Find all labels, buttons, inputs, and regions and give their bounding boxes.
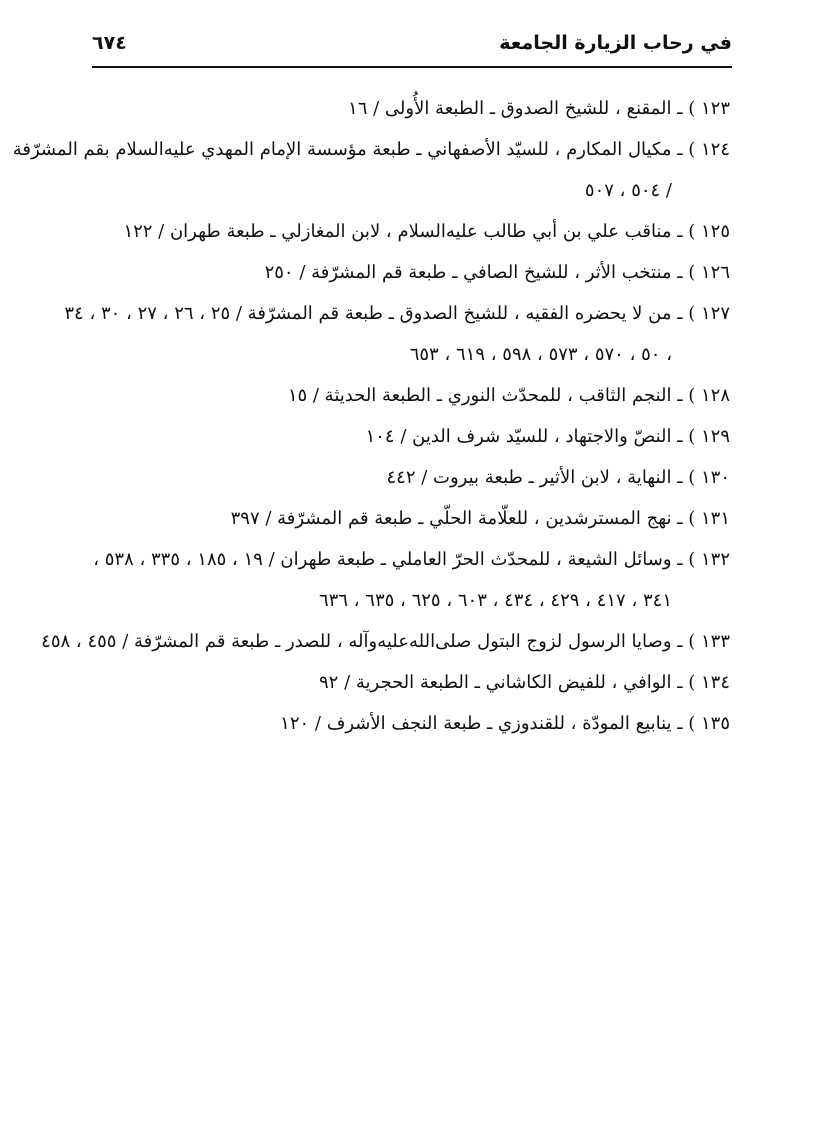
entry-line: ١٢٦ ) ـ منتخب الأثر ، للشيخ الصافي ـ طبعة قم المشرّفة / ٢٥٠	[264, 262, 730, 283]
entry-line: ١٢٤ ) ـ مكيال المكارم ، للسيّد الأصفهاني ـ طبعة مؤسسة الإمام المهدي عليه‌السلام بقم المشرّفة	[12, 139, 730, 160]
bibliography-entry-123	[80, 88, 730, 129]
bibliography-entry-124	[12, 129, 730, 211]
entry-continuation-line: ٣٤١ ، ٤١٧ ، ٤٢٩ ، ٤٣٤ ، ٦٠٣ ، ٦٢٥ ، ٦٣٥ ، ٦٣٦	[319, 590, 672, 611]
page-number: ٦٧٤	[92, 32, 127, 54]
entry-line: ١٢٨ ) ـ النجم الثاقب ، للمحدّث النوري ـ الطبعة الحديثة / ١٥	[287, 385, 730, 406]
bibliography-entry-130	[80, 457, 730, 498]
entry-line: ١٢٧ ) ـ من لا يحضره الفقيه ، للشيخ الصدوق ـ طبعة قم المشرّفة / ٢٥ ، ٢٦ ، ٢٧ ، ٣٠ ، ٣٤	[64, 303, 730, 324]
bibliography-entry-132	[80, 539, 730, 621]
bibliography-entry-129	[80, 416, 730, 457]
entry-continuation-line: ، ٥٠ ، ٥٧٠ ، ٥٧٣ ، ٥٩٨ ، ٦١٩ ، ٦٥٣	[409, 344, 672, 365]
running-header	[92, 28, 732, 64]
bibliography-entry-128	[80, 375, 730, 416]
entry-continuation-line: / ٥٠٤ ، ٥٠٧	[584, 180, 672, 201]
header-divider	[92, 66, 732, 68]
entry-line: ١٢٣ ) ـ المقنع ، للشيخ الصدوق ـ الطبعة الأُولى / ١٦	[348, 98, 730, 119]
bibliography-entry-127	[64, 293, 730, 375]
entry-line: ١٣٥ ) ـ ينابيع المودّة ، للقندوزي ـ طبعة النجف الأشرف / ١٢٠	[280, 713, 730, 734]
entry-line: ١٣٣ ) ـ وصايا الرسول لزوج البتول صلى‌الله‌عليه‌وآله ، للصدر ـ طبعة قم المشرّفة / ٤٥٥ ، ٤٥٨	[41, 631, 730, 652]
bibliography-entry-134	[80, 662, 730, 703]
entry-line: ١٢٥ ) ـ مناقب علي بن أبي طالب عليه‌السلام ، لابن المغازلي ـ طبعة طهران / ١٢٢	[123, 221, 730, 242]
bibliography-list	[12, 88, 730, 744]
entry-line: ١٣٢ ) ـ وسائل الشيعة ، للمحدّث الحرّ العاملي ـ طبعة طهران / ١٩ ، ١٨٥ ، ٣٣٥ ، ٥٣٨ ،	[93, 549, 730, 570]
entry-line: ١٣٤ ) ـ الوافي ، للفيض الكاشاني ـ الطبعة الحجرية / ٩٢	[319, 672, 730, 693]
book-title: في رحاب الزيارة الجامعة	[499, 32, 732, 54]
bibliography-entry-125	[80, 211, 730, 252]
entry-line: ١٢٩ ) ـ النصّ والاجتهاد ، للسيّد شرف الدين / ١٠٤	[365, 426, 730, 447]
entry-line: ١٣١ ) ـ نهج المسترشدين ، للعلّامة الحلّي ـ طبعة قم المشرّفة / ٣٩٧	[230, 508, 730, 529]
bibliography-entry-133	[41, 621, 730, 662]
bibliography-entry-131	[80, 498, 730, 539]
bibliography-entry-135	[80, 703, 730, 744]
entry-line: ١٣٠ ) ـ النهاية ، لابن الأثير ـ طبعة بيروت / ٤٤٢	[386, 467, 730, 488]
bibliography-entry-126	[80, 252, 730, 293]
